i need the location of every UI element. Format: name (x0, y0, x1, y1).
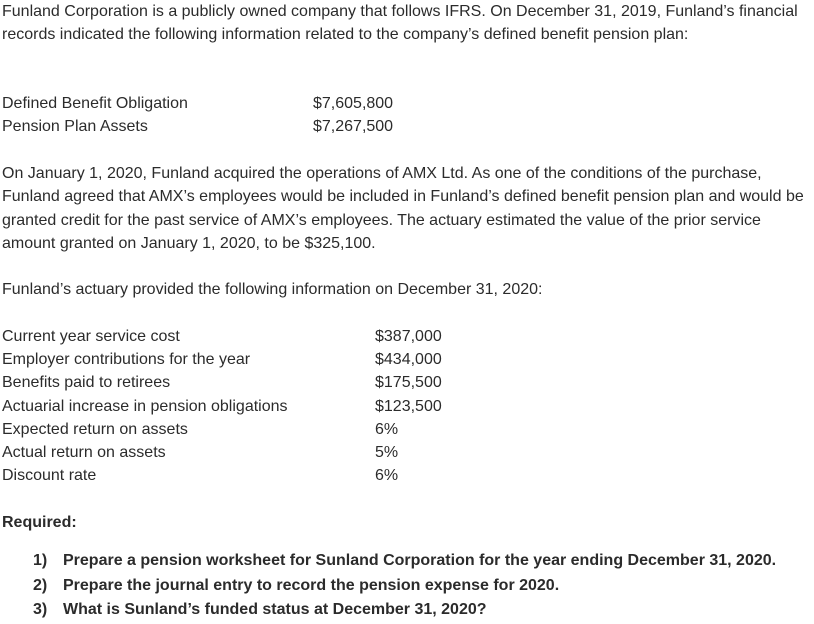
intro-paragraph: Funland Corporation is a publicly owned company that follows IFRS. On December 31, 2019, Funland’s financial records indicated the following information related to the company’s defined benefit pension plan: (2, 3, 798, 44)
actuary-label: Employer contributions for the year (2, 351, 251, 368)
acquisition-paragraph: On January 1, 2020, Funland acquired the operations of AMX Ltd. As one of the conditions of the purchase, Funland agreed that AMX’s employees would be included in Funland’s defined benefit pension plan and would be granted credit for the past service of AMX’s employees. The actuary estimated the value of the prior service amount granted on January 1, 2020, to be $325,100. (2, 165, 804, 253)
required-item-number: 1) (33, 552, 48, 569)
actuary-label: Expected return on assets (2, 421, 188, 438)
actuary-value: $434,000 (375, 351, 442, 368)
required-item-number: 3) (33, 601, 48, 618)
balance-value: $7,605,800 (313, 95, 394, 112)
balance-label: Defined Benefit Obligation (2, 95, 188, 112)
actuary-value: $387,000 (375, 328, 442, 345)
balance-label: Pension Plan Assets (2, 118, 148, 135)
required-item-text: Prepare a pension worksheet for Sunland Corporation for the year ending December 31, 2020. (63, 552, 777, 569)
required-heading: Required: (2, 514, 77, 531)
actuary-label: Current year service cost (2, 328, 180, 345)
actuary-label: Discount rate (2, 467, 97, 484)
actuary-label: Actuarial increase in pension obligations (2, 398, 288, 415)
actuary-value: 6% (375, 421, 399, 438)
required-item-text: Prepare the journal entry to record the pension expense for 2020. (63, 577, 560, 594)
actuary-value: $175,500 (375, 374, 442, 391)
required-item-number: 2) (33, 577, 48, 594)
balance-value: $7,267,500 (313, 118, 394, 135)
actuary-value: $123,500 (375, 398, 442, 415)
actuary-value: 6% (375, 467, 399, 484)
actuary-label: Benefits paid to retirees (2, 374, 171, 391)
required-item-text: What is Sunland’s funded status at December 31, 2020? (63, 601, 487, 618)
actuary-intro: Funland’s actuary provided the following information on December 31, 2020: (2, 281, 543, 298)
actuary-value: 5% (375, 444, 399, 461)
actuary-label: Actual return on assets (2, 444, 166, 461)
